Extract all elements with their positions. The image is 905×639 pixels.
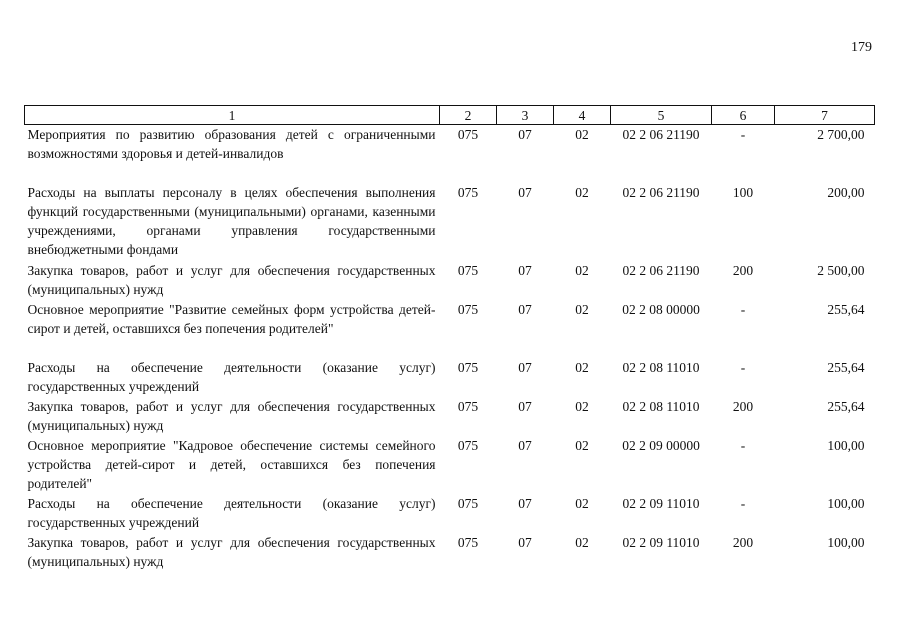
header-col-2: 2 [440,106,497,125]
row-section-code: 07 [518,185,532,200]
row-ministry-code: 075 [457,302,479,317]
row-subsection-code: 02 [575,302,589,317]
row-amount: 2 700,00 [817,127,865,142]
row-subsection-code: 02 [575,263,589,278]
row-target-code: 02 2 06 21190 [622,127,700,142]
row-ministry-code: 075 [457,263,479,278]
row-amount: 200,00 [827,185,865,200]
row-amount: 255,64 [827,360,865,375]
row-name: Расходы на обеспечение деятельности (оказание услуг) государственных учреждений [27,360,436,394]
table-row [25,533,875,572]
row-ministry-code: 075 [457,360,479,375]
row-expense-type: 200 [732,263,754,278]
row-name: Закупка товаров, работ и услуг для обеспечения государственных (муниципальных) нужд [27,263,436,297]
row-section-code: 07 [518,127,532,142]
row-target-code: 02 2 08 00000 [622,302,700,317]
row-target-code: 02 2 09 11010 [622,496,700,511]
row-name: Основное мероприятие "Развитие семейных форм устройства детей-сирот и детей, оставшихся без попечения родителей" [27,302,436,336]
row-target-code: 02 2 08 11010 [622,360,700,375]
table-body [25,125,875,573]
row-ministry-code: 075 [457,535,479,550]
row-amount: 2 500,00 [817,263,865,278]
header-col-5: 5 [611,106,712,125]
row-ministry-code: 075 [457,496,479,511]
row-expense-type: 200 [732,399,754,414]
row-expense-type: 100 [732,185,754,200]
row-target-code: 02 2 09 11010 [622,535,700,550]
row-amount: 100,00 [827,438,865,453]
table-row [25,300,875,358]
row-ministry-code: 075 [457,399,479,414]
row-target-code: 02 2 06 21190 [622,263,700,278]
row-name: Закупка товаров, работ и услуг для обеспечения государственных (муниципальных) нужд [27,535,436,569]
header-col-4: 4 [554,106,611,125]
row-target-code: 02 2 08 11010 [622,399,700,414]
table-row [25,261,875,300]
row-name: Мероприятия по развитию образования детей с ограниченными возможностями здоровья и детей-инвалидов [27,127,436,161]
row-ministry-code: 075 [457,438,479,453]
row-subsection-code: 02 [575,185,589,200]
row-section-code: 07 [518,399,532,414]
row-subsection-code: 02 [575,496,589,511]
row-subsection-code: 02 [575,127,589,142]
row-name: Закупка товаров, работ и услуг для обеспечения государственных (муниципальных) нужд [27,399,436,433]
row-section-code: 07 [518,496,532,511]
row-section-code: 07 [518,302,532,317]
header-col-6: 6 [712,106,775,125]
row-section-code: 07 [518,535,532,550]
row-target-code: 02 2 09 00000 [622,438,700,453]
row-subsection-code: 02 [575,399,589,414]
row-name: Расходы на выплаты персоналу в целях обеспечения выполнения функций государственными (муниципальными) органами, казенными учреждениями, органами управления государственными внебюджетными фондами [27,185,436,257]
row-ministry-code: 075 [457,185,479,200]
row-subsection-code: 02 [575,360,589,375]
row-ministry-code: 075 [457,127,479,142]
row-subsection-code: 02 [575,438,589,453]
table-row [25,436,875,494]
row-name: Расходы на обеспечение деятельности (оказание услуг) государственных учреждений [27,496,436,530]
header-col-3: 3 [497,106,554,125]
table-row [25,183,875,261]
row-amount: 255,64 [827,302,865,317]
row-expense-type: - [740,127,746,142]
row-expense-type: - [740,438,746,453]
table-row [25,494,875,533]
table-header [25,106,875,125]
row-expense-type: - [740,360,746,375]
row-expense-type: 200 [732,535,754,550]
row-amount: 100,00 [827,535,865,550]
row-subsection-code: 02 [575,535,589,550]
row-amount: 100,00 [827,496,865,511]
row-name: Основное мероприятие "Кадровое обеспечение системы семейного устройства детей-сирот и детей, оставшихся без попечения родителей" [27,438,436,491]
header-col-1: 1 [25,106,440,125]
header-row [25,106,875,125]
table-row [25,397,875,436]
row-expense-type: - [740,302,746,317]
table-row [25,125,875,184]
row-expense-type: - [740,496,746,511]
table-row [25,358,875,397]
header-col-7: 7 [775,106,875,125]
row-amount: 255,64 [827,399,865,414]
row-section-code: 07 [518,438,532,453]
row-section-code: 07 [518,360,532,375]
row-target-code: 02 2 06 21190 [622,185,700,200]
page-number: 179 [851,40,872,55]
budget-table [24,105,875,572]
row-section-code: 07 [518,263,532,278]
